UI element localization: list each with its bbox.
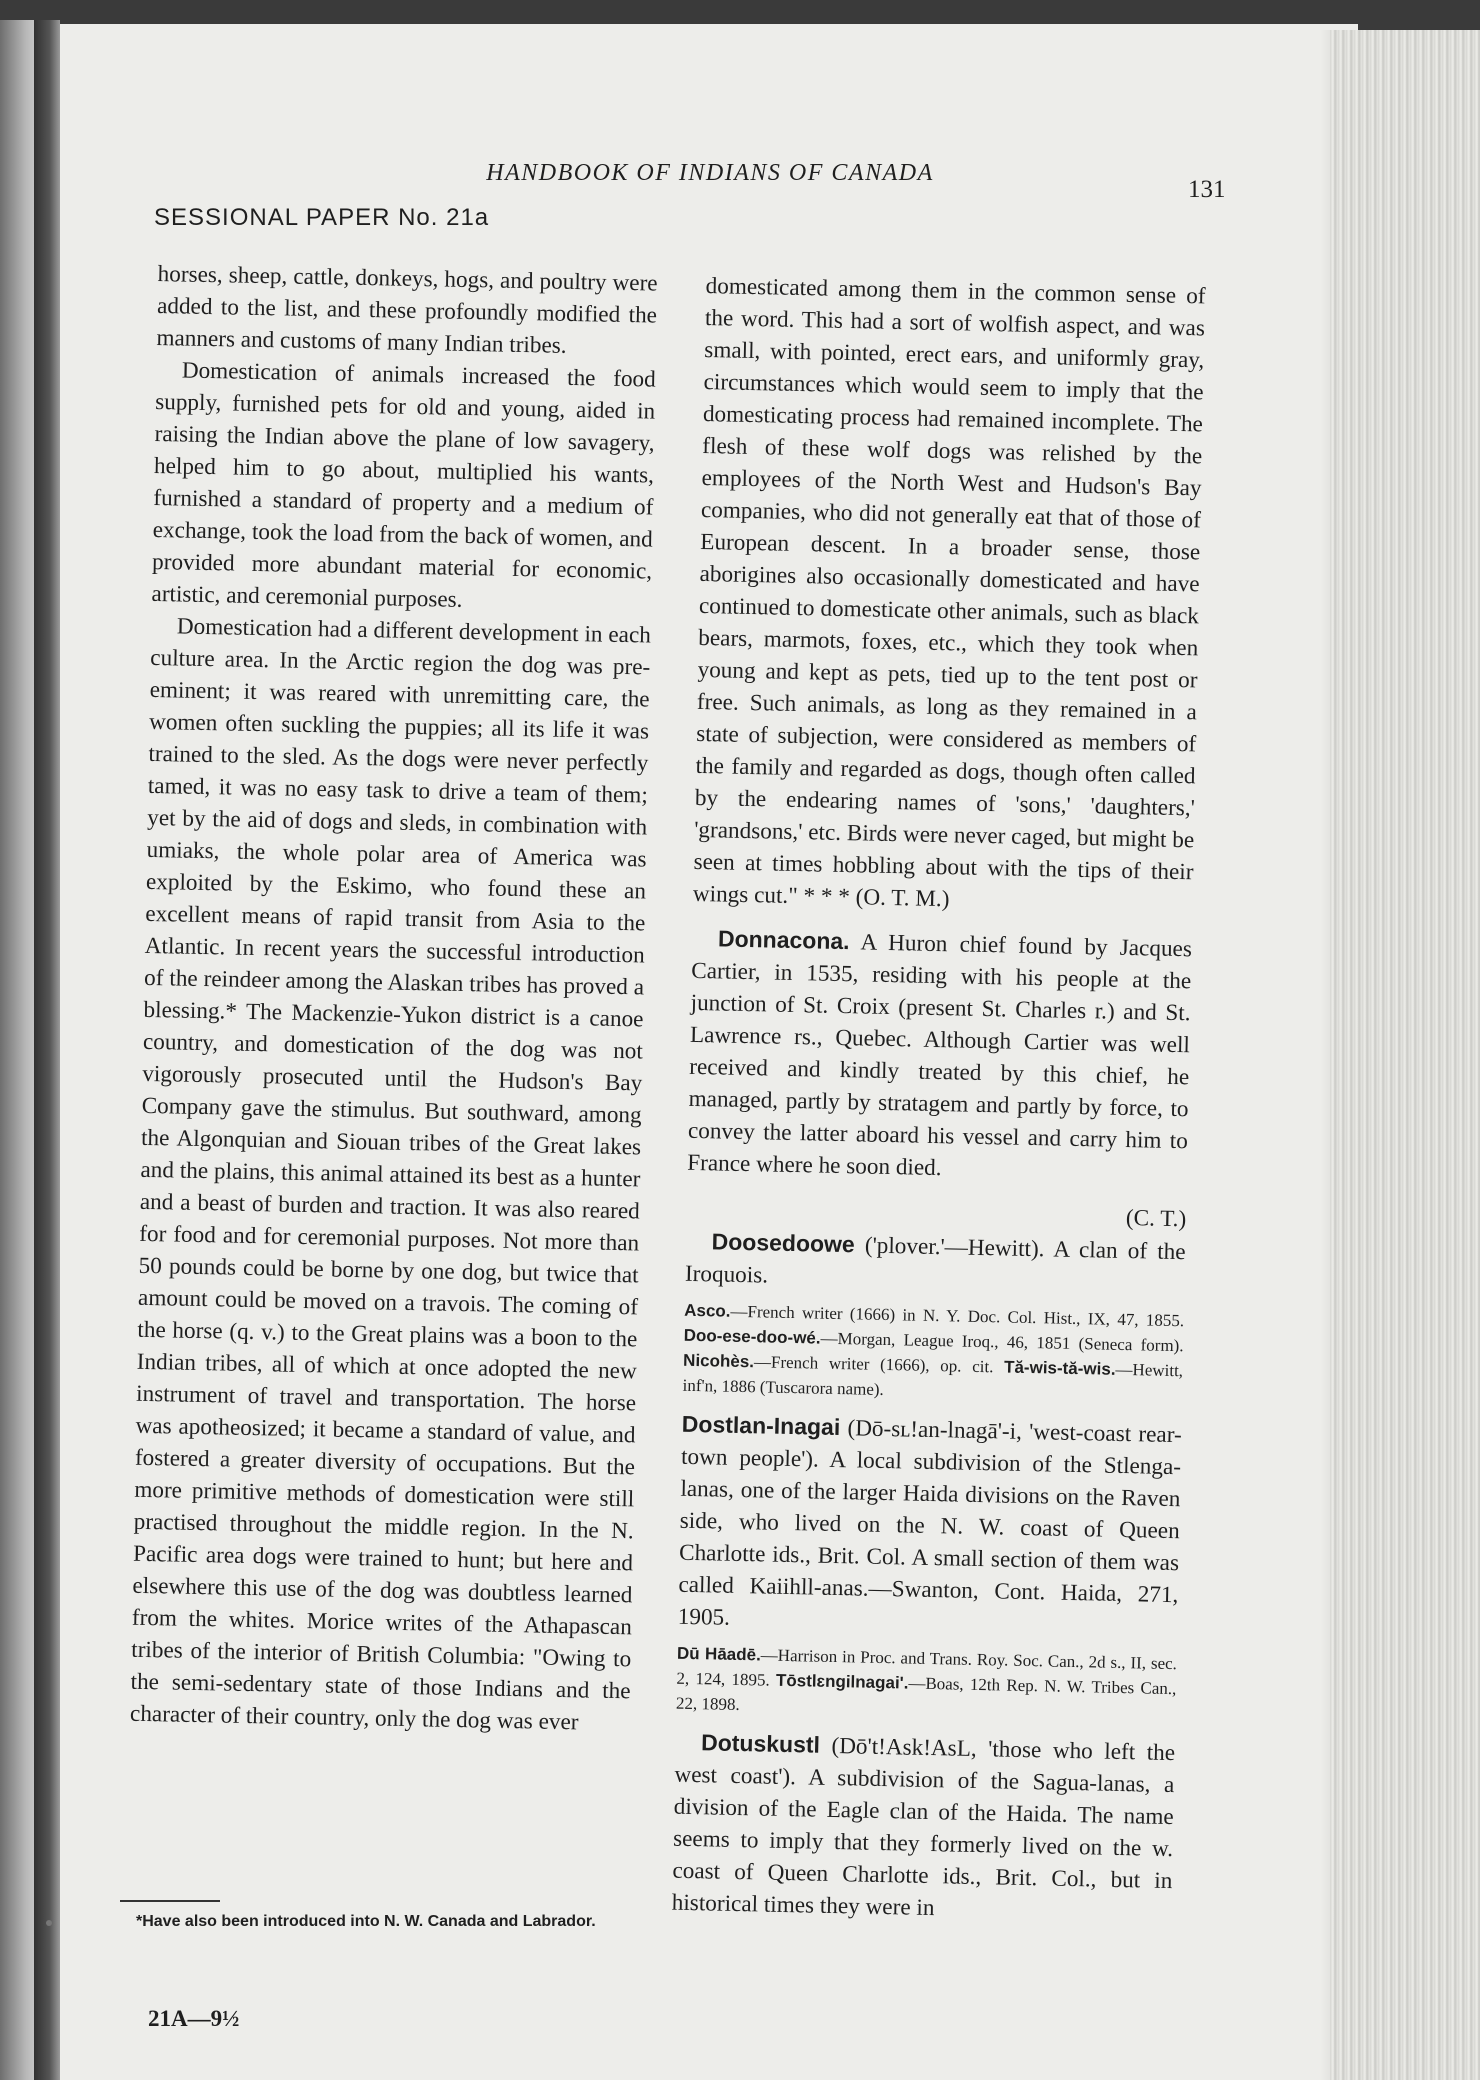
entry-donnacona xyxy=(687,922,1192,1189)
entry-heading: Dostlan-Inagai xyxy=(681,1410,841,1441)
synonym-source: —Morgan, League Iroq., 46, 1851 (Seneca form). xyxy=(820,1328,1184,1356)
synonym-name: Dū Hāadē. xyxy=(676,1643,761,1665)
synonym-source: —Harrison in Proc. and Trans. Roy. Soc. Can., 2d s., II, sec. 2, 124, 1895. xyxy=(676,1645,1178,1690)
footnote: *Have also been introduced into N. W. Canada and Labrador. xyxy=(136,1913,596,1930)
paragraph: Domestication of animals increased the food supply, furnished pets for old and young, aided in raising the Indian above the plane of low savagery, helped him to go about, multiplied his wants, furnished a standard of property and a medium of exchange, took the load from the back of women, and provided more abundant material for economic, artistic, and ceremonial purposes. xyxy=(151,357,657,613)
entry-doosedoowe xyxy=(685,1225,1186,1300)
entry-text: (Dō-sʟ!an-lnagā'-i, 'west-coast rear-town people'). A local subdivision of the Stlenga-lanas, one of the larger Haida divisions on the Raven side, who lived on the N. W. coast of Queen Charlotte ids., Brit. Col. A small section of them was called Kaiihll-anas.—Swanton, Cont. Haida, 271, 1905. xyxy=(677,1415,1182,1631)
footnote-divider xyxy=(120,1900,220,1902)
left-column xyxy=(130,258,658,1739)
paragraph: domesticated among them in the common sense of the word. This had a sort of wolfish aspect, and was small, with pointed, erect ears, and uniformly gray, circumstances which would seem to imply that the domesticating process had remained incomplete. The flesh of these wolf dogs was relished by the employees of the North West and Hudson's Bay companies, who did not generally eat that of those of European descent. In a broader sense, those aborigines also occasionally domesticated and have continued to domesticate other animals, such as black bears, marmots, foxes, etc., which they took when young and kept as pets, tied up to the tent post or free. Such animals, as long as they remained in a state of subjection, were considered as members of the family and regarded as dogs, though often called by the endearing names of 'sons,' 'daughters,' 'grandsons,' etc. Birds were never caged, but might be seen at times hobbling about with the tips of their wings cut." * * * (O. T. M.) xyxy=(692,272,1206,913)
entry-dostlan-inagai xyxy=(677,1408,1182,1643)
signature-mark: 21A—9½ xyxy=(148,2006,240,2031)
synonym-name: Asco. xyxy=(684,1300,731,1321)
synonym-name: Nicohès. xyxy=(682,1350,755,1372)
page-number: 131 xyxy=(1188,176,1226,203)
scan-speck xyxy=(46,1920,52,1926)
entry-heading: Doosedoowe xyxy=(711,1228,856,1258)
paragraph: horses, sheep, cattle, donkeys, hogs, and poultry were added to the list, and these profoundly modified the manners and customs of many Indian tribes. xyxy=(156,260,658,359)
entry-heading: Donnacona. xyxy=(717,925,850,955)
synonym-name: Tōstlɛngilnagai'. xyxy=(775,1670,909,1693)
synonym-name: Doo-ese-doo-wé. xyxy=(683,1325,821,1348)
synonym-source: —Hewitt, inf'n, 1886 (Tuscarora name). xyxy=(682,1359,1184,1399)
synonym-source: —Boas, 12th Rep. N. W. Tribes Can., 22, 1898. xyxy=(675,1673,1177,1715)
right-column xyxy=(671,270,1205,1929)
stacked-page-edges xyxy=(1330,30,1480,2080)
entry-text: A Huron chief found by Jacques Cartier, in 1535, residing with his people at the junction of St. Croix (present St. Charles r.) and St. Lawrence rs., Quebec. Although Cartier was well received and kindly treated by this chief, he managed, partly by stratagem and partly by force, to convey the latter aboard his vessel and carry him to France where he soon died. xyxy=(687,929,1193,1182)
entry-credit: (C. T.) xyxy=(1125,1205,1187,1233)
synonym-source: —French writer (1666), op. cit. xyxy=(753,1352,994,1377)
synonymy-block xyxy=(682,1298,1184,1408)
synonym-source: —French writer (1666) in N. Y. Doc. Col. Hist., IX, 47, 1855. xyxy=(730,1301,1185,1331)
synonymy-block xyxy=(676,1641,1177,1726)
synonym-name: Tă-wis-tă-wis. xyxy=(1003,1357,1116,1379)
book-gutter xyxy=(34,20,60,2080)
paragraph: Domestication had a different development in each culture area. In the Arctic region the dog was pre-eminent; it was reared with unremitting care, the women often suckling the puppies; all its life it was trained to the sled. As the dogs were never perfectly tamed, it was no easy task to drive a team of them; yet by the aid of dogs and sleds, in combination with umiaks, the whole polar area of America was exploited by the Eskimo, who found these an excellent means of rapid transit from Asia to the Atlantic. In recent years the successful introduction of the reindeer among the Alaskan tribes has proved a blessing.* The Mackenzie-Yukon district is a canoe country, and domestication of the dog was not vigorously prosecuted until the Hudson's Bay Company gave the stimulus. But southward, among the Algonquian and Siouan tribes of the Great lakes and the plains, this animal attained its best as a hunter and a beast of burden and traction. It was also reared for food and for ceremonial purposes. Not more than 50 pounds could be borne by one dog, but twice that amount could be moved on a travois. The coming of the horse (q. v.) to the Great plains was a boon to the Indian tribes, all of which at once adopted the new instrument of travel and transportation. The horse was apotheosized; it became a standard of value, and fostered a greater diversity of occupations. But the more primitive methods of domestication were still practised throughout the middle region. In the N. Pacific area dogs were trained to hunt; but here and elsewhere this use of the dog was doubtless learned from the whites. Morice writes of the Athapascan tribes of the interior of British Columbia: "Owing to the semi-sedentary state of those Indians and the character of their country, only the dog was ever xyxy=(129,613,652,1736)
entry-dotuskustl xyxy=(671,1726,1175,1929)
sessional-paper-label: SESSIONAL PAPER No. 21a xyxy=(154,204,490,231)
running-title: HANDBOOK OF INDIANS OF CANADA xyxy=(486,160,934,186)
entry-heading: Dotuskustl xyxy=(700,1729,821,1758)
entry-text: ('plover.'—Hewitt). A clan of the Iroquois. xyxy=(684,1232,1186,1289)
entry-text: (Dō't!Ask!AsL, 'those who left the west coast'). A subdivision of the Sagua-lanas, a division of the Eagle clan of the Haida. The name seems to imply that they formerly lived on the w. coast of Queen Charlotte ids., Brit. Col., but in historical times they were in xyxy=(671,1732,1176,1922)
